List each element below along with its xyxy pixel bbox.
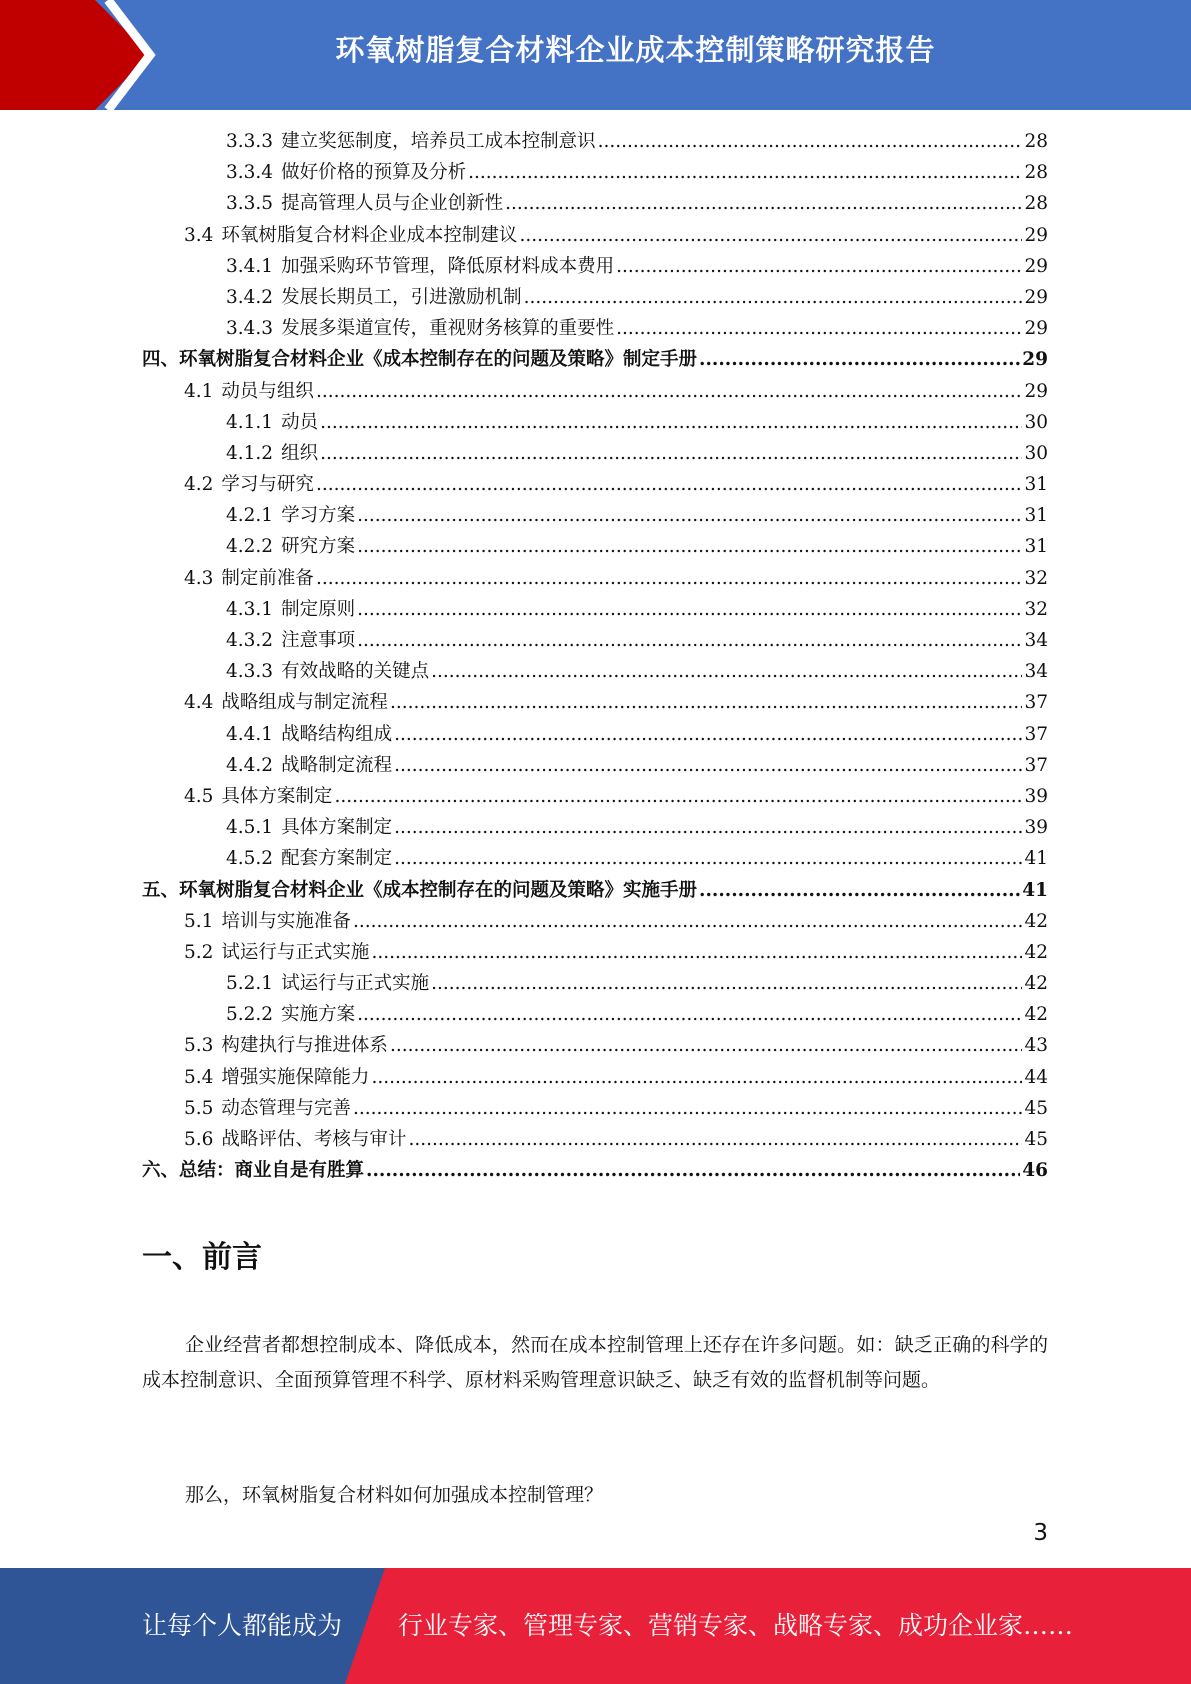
toc-entry[interactable]: [142, 1155, 1048, 1186]
toc-entry-title: 具体方案制定: [221, 785, 333, 807]
toc-dot-leader: [524, 282, 1023, 313]
toc-dot-leader: [316, 563, 1023, 594]
toc-dot-leader: [616, 313, 1022, 344]
toc-entry-page: 29: [1024, 318, 1048, 340]
toc-entry[interactable]: [142, 531, 1048, 562]
toc-entry-number: 4.4: [184, 692, 214, 714]
toc-entry-page: 41: [1022, 879, 1048, 901]
toc-entry-number: 4.3.2: [226, 630, 274, 651]
toc-entry-title: 学习与研究: [221, 474, 314, 496]
toc-dot-leader: [394, 750, 1022, 781]
toc-entry-page: 28: [1024, 193, 1048, 215]
toc-entry-page: 29: [1024, 286, 1048, 308]
toc-dot-leader: [371, 937, 1022, 968]
toc-dot-leader: [316, 376, 1023, 407]
toc-entry-title: 制定原则: [281, 598, 356, 620]
toc-entry[interactable]: [142, 376, 1048, 407]
toc-entry-title: 六、总结：商业自是有胜算: [142, 1160, 365, 1182]
toc-entry[interactable]: [142, 220, 1048, 251]
toc-entry[interactable]: [142, 937, 1048, 968]
toc-dot-leader: [357, 999, 1022, 1030]
toc-dot-leader: [505, 188, 1022, 219]
toc-dot-leader: [390, 1030, 1023, 1061]
toc-entry-title: 具体方案制定: [281, 817, 393, 839]
toc-entry[interactable]: [142, 438, 1048, 469]
toc-dot-leader: [394, 719, 1022, 750]
toc-entry-title: 做好价格的预算及分析: [281, 162, 467, 184]
toc-entry-number: 4.2.1: [226, 505, 274, 527]
toc-entry-page: 29: [1024, 255, 1048, 277]
toc-entry[interactable]: [142, 999, 1048, 1030]
toc-entry-title: 培训与实施准备: [221, 910, 351, 932]
toc-dot-leader: [357, 531, 1022, 562]
toc-entry-title: 增强实施保障能力: [221, 1066, 370, 1088]
toc-entry-number: 5.3: [184, 1035, 214, 1057]
toc-dot-leader: [699, 344, 1020, 375]
footer-slogan-right: 行业专家、管理专家、营销专家、战略专家、成功企业家……: [398, 1611, 1074, 1640]
toc-entry-page: 32: [1024, 598, 1048, 620]
toc-entry-number: 5.1: [184, 910, 214, 932]
toc-entry-title: 战略组成与制定流程: [221, 692, 388, 714]
toc-dot-leader: [616, 251, 1022, 282]
toc-dot-leader: [353, 906, 1023, 937]
toc-dot-leader: [390, 687, 1023, 718]
toc-entry-number: 4.3.1: [226, 598, 274, 620]
toc-entry-page: 42: [1024, 973, 1048, 995]
toc-entry-number: 4.5.1: [226, 817, 274, 839]
toc-dot-leader: [394, 812, 1022, 843]
toc-entry[interactable]: [142, 157, 1048, 188]
toc-dot-leader: [334, 781, 1022, 812]
report-title: 环氧树脂复合材料企业成本控制策略研究报告: [335, 33, 936, 67]
toc-entry[interactable]: [142, 906, 1048, 937]
toc-entry-number: 4.2.2: [226, 536, 274, 558]
toc-entry[interactable]: [142, 1062, 1048, 1093]
toc-dot-leader: [357, 594, 1022, 625]
toc-entry-page: 44: [1024, 1066, 1048, 1088]
toc-entry[interactable]: [142, 188, 1048, 219]
toc-entry-title: 战略评估、考核与审计: [221, 1129, 407, 1150]
toc-entry[interactable]: [142, 656, 1048, 687]
toc-entry-number: 4.4.2: [226, 754, 274, 776]
toc-dot-leader: [353, 1093, 1023, 1124]
toc-dot-leader: [320, 407, 1022, 438]
toc-entry-title: 配套方案制定: [281, 848, 393, 870]
toc-entry-page: 30: [1024, 411, 1048, 433]
toc-entry-title: 动员与组织: [221, 380, 314, 402]
toc-entry[interactable]: [142, 500, 1048, 531]
toc-entry-title: 试运行与正式实施: [281, 973, 430, 995]
toc-entry-page: 45: [1024, 1097, 1048, 1119]
toc-entry[interactable]: [142, 625, 1048, 656]
toc-entry-number: 5.5: [184, 1097, 214, 1119]
toc-dot-leader: [431, 968, 1022, 999]
toc-entry[interactable]: [142, 1093, 1048, 1124]
toc-entry[interactable]: [142, 1030, 1048, 1061]
page-number: 3: [1033, 1520, 1048, 1546]
toc-entry-number: 4.1.1: [226, 411, 274, 433]
toc-entry-title: 组织: [281, 442, 319, 464]
toc-entry-number: 4.3.3: [226, 661, 274, 683]
toc-dot-leader: [699, 875, 1020, 906]
toc-entry[interactable]: [142, 563, 1048, 594]
toc-entry-number: 3.3.4: [226, 162, 274, 184]
toc-entry-page: 34: [1024, 630, 1048, 651]
toc-dot-leader: [366, 1155, 1020, 1186]
table-of-contents: [142, 126, 1048, 1186]
toc-entry-page: 29: [1022, 349, 1048, 371]
toc-entry-number: 5.2.2: [226, 1004, 274, 1026]
toc-entry[interactable]: [142, 843, 1048, 874]
footer-slogan-left: 让每个人都能成为: [142, 1611, 343, 1640]
toc-entry-title: 构建执行与推进体系: [221, 1035, 388, 1057]
question-paragraph: 那么，环氧树脂复合材料如何加强成本控制管理？: [185, 1484, 604, 1506]
toc-entry-page: 37: [1024, 754, 1048, 776]
toc-entry-title: 战略结构组成: [281, 723, 393, 745]
toc-entry-page: 39: [1024, 817, 1048, 839]
toc-entry-page: 37: [1024, 692, 1048, 714]
toc-entry-page: 30: [1024, 442, 1048, 464]
toc-entry-page: 41: [1024, 848, 1048, 870]
toc-entry[interactable]: [142, 313, 1048, 344]
toc-entry-number: 5.6: [184, 1129, 214, 1150]
toc-entry-number: 5.2: [184, 941, 214, 963]
toc-entry[interactable]: [142, 1124, 1048, 1155]
toc-entry-number: 5.2.1: [226, 973, 274, 995]
toc-entry-page: 45: [1024, 1129, 1048, 1150]
toc-entry-title: 五、环氧树脂复合材料企业《成本控制存在的问题及策略》实施手册: [142, 879, 698, 901]
toc-entry-title: 有效战略的关键点: [281, 661, 430, 683]
toc-entry-number: 4.5.2: [226, 848, 274, 870]
toc-dot-leader: [394, 843, 1022, 874]
toc-dot-leader: [357, 625, 1022, 656]
toc-entry-number: 4.1: [184, 380, 214, 402]
toc-entry-page: 43: [1024, 1035, 1048, 1057]
toc-entry-title: 动态管理与完善: [221, 1097, 351, 1119]
toc-entry[interactable]: [142, 812, 1048, 843]
toc-entry-page: 39: [1024, 785, 1048, 807]
toc-entry[interactable]: [142, 282, 1048, 313]
section-heading: 一、前言: [142, 1240, 262, 1275]
toc-entry[interactable]: [142, 781, 1048, 812]
toc-dot-leader: [371, 1062, 1022, 1093]
toc-entry-page: 31: [1024, 474, 1048, 496]
toc-dot-leader: [431, 656, 1022, 687]
toc-entry-title: 建立奖惩制度，培养员工成本控制意识: [281, 131, 596, 152]
toc-dot-leader: [357, 500, 1022, 531]
toc-entry-page: 42: [1024, 941, 1048, 963]
toc-entry-title: 动员: [281, 411, 319, 433]
toc-entry[interactable]: [142, 968, 1048, 999]
toc-entry-number: 4.2: [184, 474, 214, 496]
intro-paragraph: 企业经营者都想控制成本、降低成本，然而在成本控制管理上还存在许多问题。如：缺乏正确的科学的成本控制意识、全面预算管理不科学、原材料采购管理意识缺乏、缺乏有效的监督机制等问题。: [142, 1334, 1048, 1391]
toc-dot-leader: [468, 157, 1022, 188]
page-header: [0, 0, 1191, 110]
toc-entry-number: 4.3: [184, 567, 214, 589]
page-footer: [0, 1568, 1191, 1684]
toc-entry-page: 32: [1024, 567, 1048, 589]
toc-entry-page: 29: [1024, 380, 1048, 402]
toc-entry-number: 3.4.2: [226, 286, 274, 308]
toc-entry-number: 3.4.1: [226, 255, 274, 277]
toc-entry-title: 四、环氧树脂复合材料企业《成本控制存在的问题及策略》制定手册: [142, 349, 698, 371]
toc-entry-title: 发展多渠道宣传，重视财务核算的重要性: [281, 318, 615, 340]
toc-entry-title: 学习方案: [281, 505, 356, 527]
toc-dot-leader: [519, 220, 1022, 251]
toc-entry-page: 37: [1024, 723, 1048, 745]
toc-entry[interactable]: [142, 875, 1048, 906]
toc-entry-number: 4.4.1: [226, 723, 274, 745]
toc-entry-number: 3.4.3: [226, 318, 274, 340]
toc-entry[interactable]: [142, 344, 1048, 375]
toc-entry-page: 42: [1024, 910, 1048, 932]
toc-entry-page: 34: [1024, 661, 1048, 683]
toc-entry-title: 注意事项: [281, 630, 356, 651]
toc-dot-leader: [320, 438, 1022, 469]
toc-entry[interactable]: [142, 594, 1048, 625]
toc-entry-number: 4.1.2: [226, 442, 274, 464]
toc-entry[interactable]: [142, 407, 1048, 438]
toc-entry-page: 42: [1024, 1004, 1048, 1026]
toc-entry[interactable]: [142, 251, 1048, 282]
toc-entry[interactable]: [142, 687, 1048, 718]
toc-dot-leader: [316, 469, 1023, 500]
toc-entry-title: 制定前准备: [221, 567, 314, 589]
toc-entry-number: 3.3.5: [226, 193, 274, 215]
toc-entry-title: 战略制定流程: [281, 754, 393, 776]
toc-dot-leader: [408, 1124, 1022, 1155]
toc-entry-page: 31: [1024, 505, 1048, 527]
toc-entry-number: 3.3.3: [226, 131, 274, 152]
toc-entry-title: 实施方案: [281, 1004, 356, 1026]
toc-entry[interactable]: [142, 750, 1048, 781]
toc-entry-title: 提高管理人员与企业创新性: [281, 193, 504, 215]
toc-entry-page: 28: [1024, 162, 1048, 184]
toc-entry-number: 3.4: [184, 224, 214, 246]
toc-entry-page: 31: [1024, 536, 1048, 558]
toc-entry[interactable]: [142, 719, 1048, 750]
toc-entry-page: 28: [1024, 131, 1048, 152]
toc-entry-title: 环氧树脂复合材料企业成本控制建议: [221, 224, 518, 246]
toc-entry-title: 试运行与正式实施: [221, 941, 370, 963]
toc-entry-title: 研究方案: [281, 536, 356, 558]
toc-entry[interactable]: [142, 126, 1048, 157]
toc-dot-leader: [598, 126, 1023, 157]
toc-entry-page: 29: [1024, 224, 1048, 246]
toc-entry-page: 46: [1022, 1160, 1048, 1182]
toc-entry-title: 发展长期员工，引进激励机制: [281, 286, 522, 308]
toc-entry-title: 加强采购环节管理，降低原材料成本费用: [281, 255, 615, 277]
toc-entry-number: 4.5: [184, 785, 214, 807]
toc-entry[interactable]: [142, 469, 1048, 500]
toc-entry-number: 5.4: [184, 1066, 214, 1088]
